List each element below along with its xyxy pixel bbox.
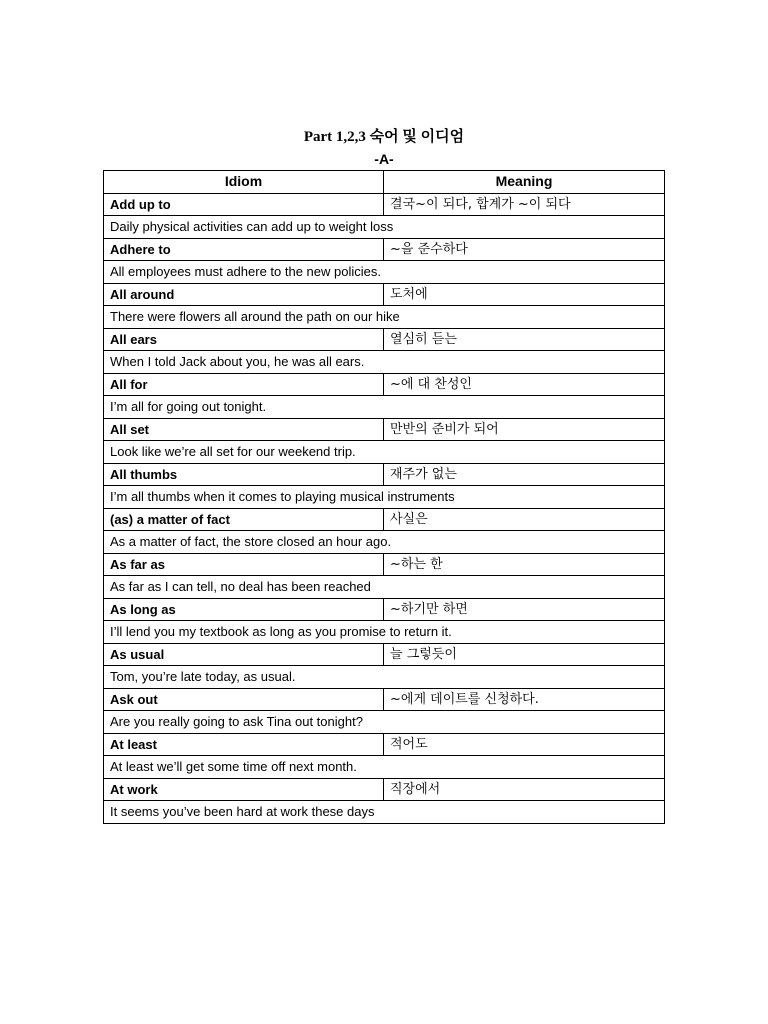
table-row xyxy=(104,396,665,419)
idiom-cell: As long as xyxy=(104,598,384,621)
meaning-cell: 적어도 xyxy=(384,733,665,756)
meaning-cell: 늘 그렇듯이 xyxy=(384,643,665,666)
table-row xyxy=(104,801,665,824)
table-row xyxy=(104,643,665,666)
example-sentence-cell: There were flowers all around the path on our hike xyxy=(104,306,665,329)
meaning-cell: ~을 준수하다 xyxy=(384,238,665,261)
table-row xyxy=(104,216,665,239)
meaning-cell: ~하기만 하면 xyxy=(384,598,665,621)
example-sentence-cell: At least we’ll get some time off next month. xyxy=(104,756,665,779)
example-sentence-cell: As a matter of fact, the store closed an hour ago. xyxy=(104,531,665,554)
idiom-cell: (as) a matter of fact xyxy=(104,508,384,531)
table-row xyxy=(104,621,665,644)
example-sentence-cell: As far as I can tell, no deal has been reached xyxy=(104,576,665,599)
table-row xyxy=(104,306,665,329)
example-sentence-cell: I’m all thumbs when it comes to playing musical instruments xyxy=(104,486,665,509)
idiom-cell: All thumbs xyxy=(104,463,384,486)
table-row xyxy=(104,373,665,396)
table-row xyxy=(104,688,665,711)
table-row xyxy=(104,328,665,351)
idiom-table-body xyxy=(104,193,665,823)
meaning-cell: 재주가 없는 xyxy=(384,463,665,486)
table-row xyxy=(104,351,665,374)
meaning-cell: ~하는 한 xyxy=(384,553,665,576)
example-sentence-cell: Are you really going to ask Tina out tonight? xyxy=(104,711,665,734)
example-sentence-cell: Tom, you’re late today, as usual. xyxy=(104,666,665,689)
table-row xyxy=(104,598,665,621)
table-row xyxy=(104,778,665,801)
table-row xyxy=(104,733,665,756)
table-row xyxy=(104,486,665,509)
table-row xyxy=(104,441,665,464)
table-row xyxy=(104,756,665,779)
meaning-cell: 만반의 준비가 되어 xyxy=(384,418,665,441)
idiom-cell: All around xyxy=(104,283,384,306)
idiom-cell: As far as xyxy=(104,553,384,576)
meaning-cell: 도처에 xyxy=(384,283,665,306)
example-sentence-cell: I’ll lend you my textbook as long as you promise to return it. xyxy=(104,621,665,644)
header-meaning: Meaning xyxy=(384,171,665,194)
meaning-cell: ~에 대 찬성인 xyxy=(384,373,665,396)
idiom-table xyxy=(103,170,665,824)
table-row xyxy=(104,711,665,734)
header-idiom: Idiom xyxy=(104,171,384,194)
idiom-cell: All set xyxy=(104,418,384,441)
section-letter: -A- xyxy=(374,151,394,167)
table-row xyxy=(104,666,665,689)
table-row xyxy=(104,553,665,576)
meaning-cell: ~에게 데이트를 신청하다. xyxy=(384,688,665,711)
idiom-cell: At least xyxy=(104,733,384,756)
table-row xyxy=(104,463,665,486)
meaning-cell: 사실은 xyxy=(384,508,665,531)
meaning-cell: 직장에서 xyxy=(384,778,665,801)
example-sentence-cell: When I told Jack about you, he was all ears. xyxy=(104,351,665,374)
idiom-cell: Add up to xyxy=(104,193,384,216)
table-row xyxy=(104,238,665,261)
page-title: Part 1,2,3 숙어 및 이디엄 xyxy=(303,129,465,145)
idiom-cell: As usual xyxy=(104,643,384,666)
table-row xyxy=(104,576,665,599)
idiom-cell: All for xyxy=(104,373,384,396)
idiom-cell: All ears xyxy=(104,328,384,351)
example-sentence-cell: It seems you’ve been hard at work these days xyxy=(104,801,665,824)
table-row xyxy=(104,261,665,284)
idiom-cell: Ask out xyxy=(104,688,384,711)
table-row xyxy=(104,193,665,216)
table-row xyxy=(104,531,665,554)
example-sentence-cell: I’m all for going out tonight. xyxy=(104,396,665,419)
table-row xyxy=(104,418,665,441)
idiom-cell: At work xyxy=(104,778,384,801)
example-sentence-cell: Daily physical activities can add up to weight loss xyxy=(104,216,665,239)
table-header-row xyxy=(104,171,665,194)
idiom-cell: Adhere to xyxy=(104,238,384,261)
example-sentence-cell: All employees must adhere to the new policies. xyxy=(104,261,665,284)
example-sentence-cell: Look like we’re all set for our weekend trip. xyxy=(104,441,665,464)
table-row xyxy=(104,508,665,531)
meaning-cell: 열심히 듣는 xyxy=(384,328,665,351)
table-row xyxy=(104,283,665,306)
meaning-cell: 결국~이 되다, 합계가 ~이 되다 xyxy=(384,193,665,216)
